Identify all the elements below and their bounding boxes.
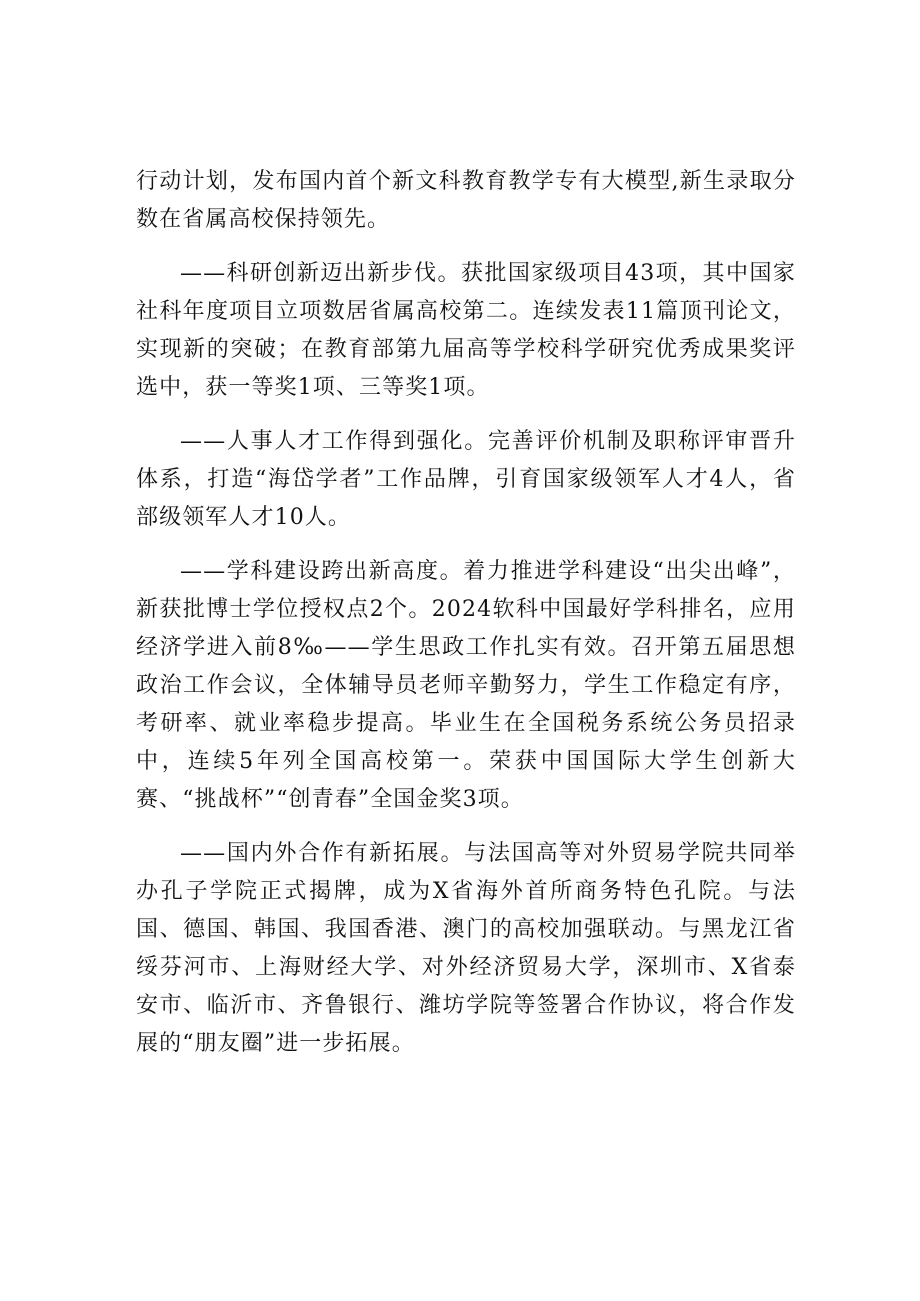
paragraph-talent: ——人事人才工作得到强化。完善评价机制及职称评审晋升体系，打造“海岱学者”工作品牌，引育国家级领军人才4人，省部级领军人才10人。 [136, 429, 796, 530]
paragraph-cooperation: ——国内外合作有新拓展。与法国高等对外贸易学院共同举办孔子学院正式揭牌，成为X省海外首所商务特色孔院。与法国、德国、韩国、我国香港、澳门的高校加强联动。与黑龙江省绥芬河市、上海财经大学、对外经济贸易大学，深圳市、X省泰安市、临沂市、齐鲁银行、潍坊学院等签署合作协议，将合作发展的“朋友圈”进一步拓展。 [136, 841, 796, 1056]
document-body [136, 163, 796, 1079]
paragraph-continuation: 行动计划，发布国内首个新文科教育教学专有大模型,新生录取分数在省属高校保持领先。 [136, 169, 796, 232]
paragraph-discipline: ——学科建设跨出新高度。着力推进学科建设“出尖出峰”，新获批博士学位授权点2个。2024软科中国最好学科排名，应用经济学进入前8‰——学生思政工作扎实有效。召开第五届思想政治工作会议，全体辅导员老师辛勤努力，学生工作稳定有序，考研率、就业率稳步提高。毕业生在全国税务系统公务员招录中，连续5年列全国高校第一。荣获中国国际大学生创新大赛、“挑战杯”“创青春”全国金奖3项。 [136, 559, 796, 812]
paragraph-research: ——科研创新迈出新步伐。获批国家级项目43项，其中国家社科年度项目立项数居省属高校第二。连续发表11篇顶刊论文，实现新的突破；在教育部第九届高等学校科学研究优秀成果奖评选中，获一等奖1项、三等奖1项。 [136, 261, 796, 400]
